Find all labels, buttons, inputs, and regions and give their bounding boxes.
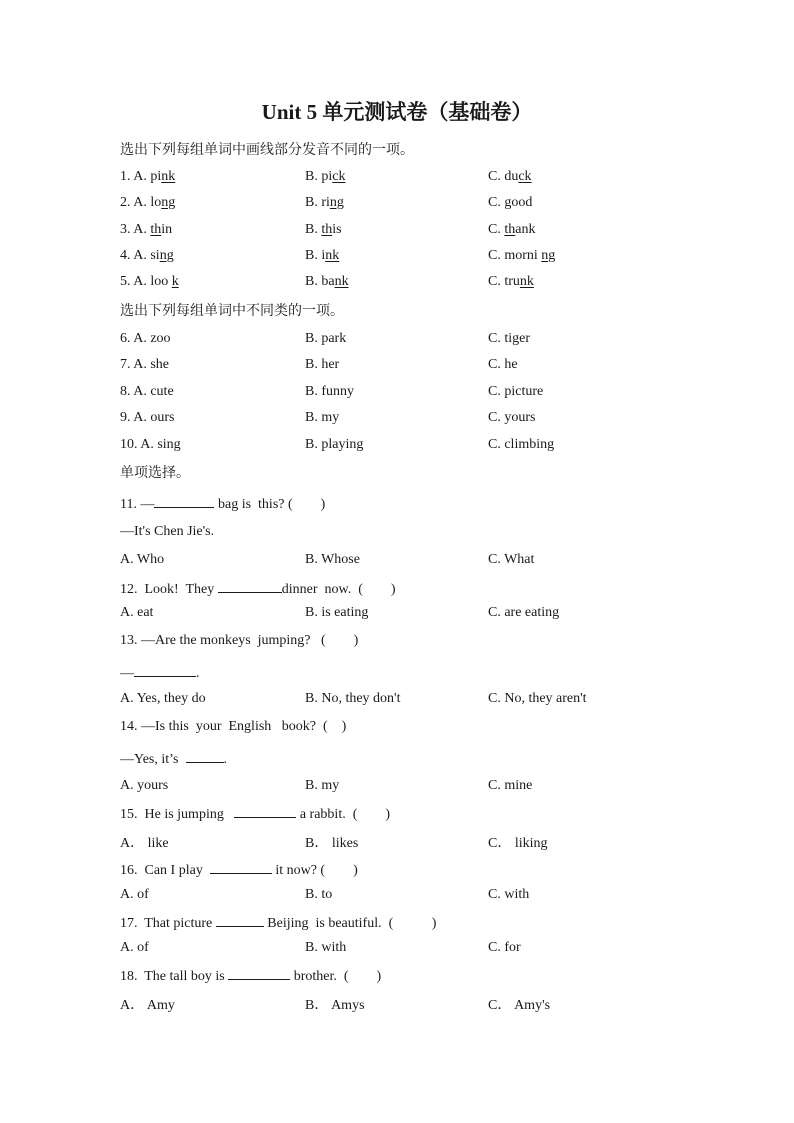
option-b[interactable]: B. is eating [305, 605, 369, 620]
answer-blank[interactable] [186, 749, 224, 763]
option-a[interactable]: 10. A. sing [120, 437, 181, 452]
option-b[interactable]: B. bank [305, 274, 349, 289]
question-11-response: —It's Chen Jie's. [120, 524, 215, 539]
option-b[interactable]: B. this [305, 222, 342, 237]
option-c[interactable]: C. he [488, 357, 518, 372]
underlined-segment: th [150, 222, 162, 237]
question-15-options [120, 832, 680, 852]
option-c[interactable]: C. with [488, 887, 530, 902]
underlined-segment: nk [519, 274, 534, 289]
underlined-segment: ng [161, 195, 176, 210]
option-a[interactable]: A. Yes, they do [120, 691, 206, 706]
underlined-segment: ck [332, 169, 346, 184]
underlined-segment: ck [518, 169, 532, 184]
option-c[interactable]: C. tiger [488, 331, 530, 346]
option-a[interactable]: 6. A. zoo [120, 331, 171, 346]
classification-question-9 [120, 410, 680, 430]
answer-blank[interactable] [218, 579, 282, 593]
underlined-segment: k [171, 274, 179, 289]
option-b[interactable]: B. pick [305, 169, 346, 184]
classification-question-6 [120, 331, 680, 351]
question-11-options [120, 552, 680, 572]
question-17-options [120, 940, 680, 960]
option-a[interactable]: A. of [120, 887, 149, 902]
option-c[interactable]: C. mine [488, 778, 533, 793]
question-16-options [120, 887, 680, 907]
option-a[interactable]: 4. A. sing [120, 248, 174, 263]
option-c[interactable]: C. are eating [488, 605, 560, 620]
underlined-segment: th [504, 222, 516, 237]
option-b[interactable]: B. ink [305, 248, 340, 263]
option-a[interactable]: A． like [120, 836, 169, 851]
question-11: 11. — bag is this? ( ) [120, 494, 325, 513]
question-12: 12. Look! They dinner now. ( ) [120, 579, 396, 598]
pronunciation-question-4 [120, 248, 680, 268]
classification-question-7 [120, 357, 680, 377]
underlined-segment: ng [329, 195, 344, 210]
option-b[interactable]: B． likes [305, 836, 359, 851]
question-14-response: —Yes, it’s . [120, 749, 227, 768]
classification-question-10 [120, 437, 680, 457]
option-b[interactable]: B. Whose [305, 552, 360, 567]
underlined-segment: th [321, 222, 333, 237]
pronunciation-question-3 [120, 222, 680, 242]
underlined-segment: ng [541, 248, 556, 263]
pronunciation-question-1 [120, 169, 680, 189]
option-a[interactable]: 9. A. ours [120, 410, 175, 425]
option-a[interactable]: A. yours [120, 778, 169, 793]
option-b[interactable]: B. my [305, 410, 340, 425]
question-18: 18. The tall boy is brother. ( ) [120, 966, 381, 985]
answer-blank[interactable] [234, 804, 296, 818]
option-a[interactable]: A. eat [120, 605, 154, 620]
answer-blank[interactable] [154, 494, 214, 508]
option-c[interactable]: C． Amy's [488, 998, 551, 1013]
option-b[interactable]: B. to [305, 887, 333, 902]
pronunciation-question-5 [120, 274, 680, 294]
option-b[interactable]: B. with [305, 940, 347, 955]
option-b[interactable]: B. my [305, 778, 340, 793]
question-12-options [120, 605, 680, 625]
answer-blank[interactable] [134, 663, 196, 677]
option-c[interactable]: C. What [488, 552, 535, 567]
question-13-response: — . [120, 663, 200, 682]
option-c[interactable]: C. morni ng [488, 248, 556, 263]
option-c[interactable]: C. good [488, 195, 533, 210]
option-a[interactable]: 8. A. cute [120, 384, 174, 399]
question-16: 16. Can I play it now? ( ) [120, 860, 358, 879]
option-c[interactable]: C. trunk [488, 274, 534, 289]
section-heading-single-choice: 单项选择。 [120, 465, 190, 481]
option-a[interactable]: 5. A. loo k [120, 274, 179, 289]
option-a[interactable]: 2. A. long [120, 195, 176, 210]
option-c[interactable]: C. No, they aren't [488, 691, 587, 706]
option-b[interactable]: B. playing [305, 437, 364, 452]
section-heading-pronunciation: 选出下列每组单词中画线部分发音不同的一项。 [120, 142, 414, 158]
question-13: 13. —Are the monkeys jumping? ( ) [120, 633, 359, 648]
option-c[interactable]: C. duck [488, 169, 532, 184]
option-c[interactable]: C. yours [488, 410, 536, 425]
option-c[interactable]: C. picture [488, 384, 544, 399]
option-a[interactable]: 3. A. thin [120, 222, 173, 237]
option-a[interactable]: 7. A. she [120, 357, 169, 372]
option-a[interactable]: 1. A. pink [120, 169, 176, 184]
answer-blank[interactable] [216, 913, 264, 927]
option-a[interactable]: A． Amy [120, 998, 175, 1013]
answer-blank[interactable] [228, 966, 290, 980]
option-b[interactable]: B． Amys [305, 998, 365, 1013]
question-15: 15. He is jumping a rabbit. ( ) [120, 804, 390, 823]
option-c[interactable]: C. thank [488, 222, 536, 237]
option-a[interactable]: A. Who [120, 552, 165, 567]
question-13-options [120, 691, 680, 711]
option-b[interactable]: B. park [305, 331, 347, 346]
underlined-segment: nk [161, 169, 176, 184]
question-18-options [120, 994, 680, 1014]
underlined-segment: nk [325, 248, 340, 263]
option-c[interactable]: C． liking [488, 836, 548, 851]
option-c[interactable]: C. for [488, 940, 521, 955]
option-b[interactable]: B. No, they don't [305, 691, 401, 706]
option-c[interactable]: C. climbing [488, 437, 555, 452]
page-title: Unit 5 单元测试卷（基础卷） [261, 100, 533, 124]
underlined-segment: ng [159, 248, 174, 263]
question-14: 14. —Is this your English book? ( ) [120, 719, 347, 734]
option-b[interactable]: B. ring [305, 195, 344, 210]
question-14-options [120, 778, 680, 798]
classification-question-8 [120, 384, 680, 404]
option-a[interactable]: A. of [120, 940, 149, 955]
answer-blank[interactable] [210, 860, 272, 874]
underlined-segment: nk [334, 274, 349, 289]
pronunciation-question-2 [120, 195, 680, 215]
option-b[interactable]: B. funny [305, 384, 354, 399]
option-b[interactable]: B. her [305, 357, 340, 372]
question-17: 17. That picture Beijing is beautiful. ( ) [120, 913, 436, 932]
section-heading-classification: 选出下列每组单词中不同类的一项。 [120, 303, 344, 319]
